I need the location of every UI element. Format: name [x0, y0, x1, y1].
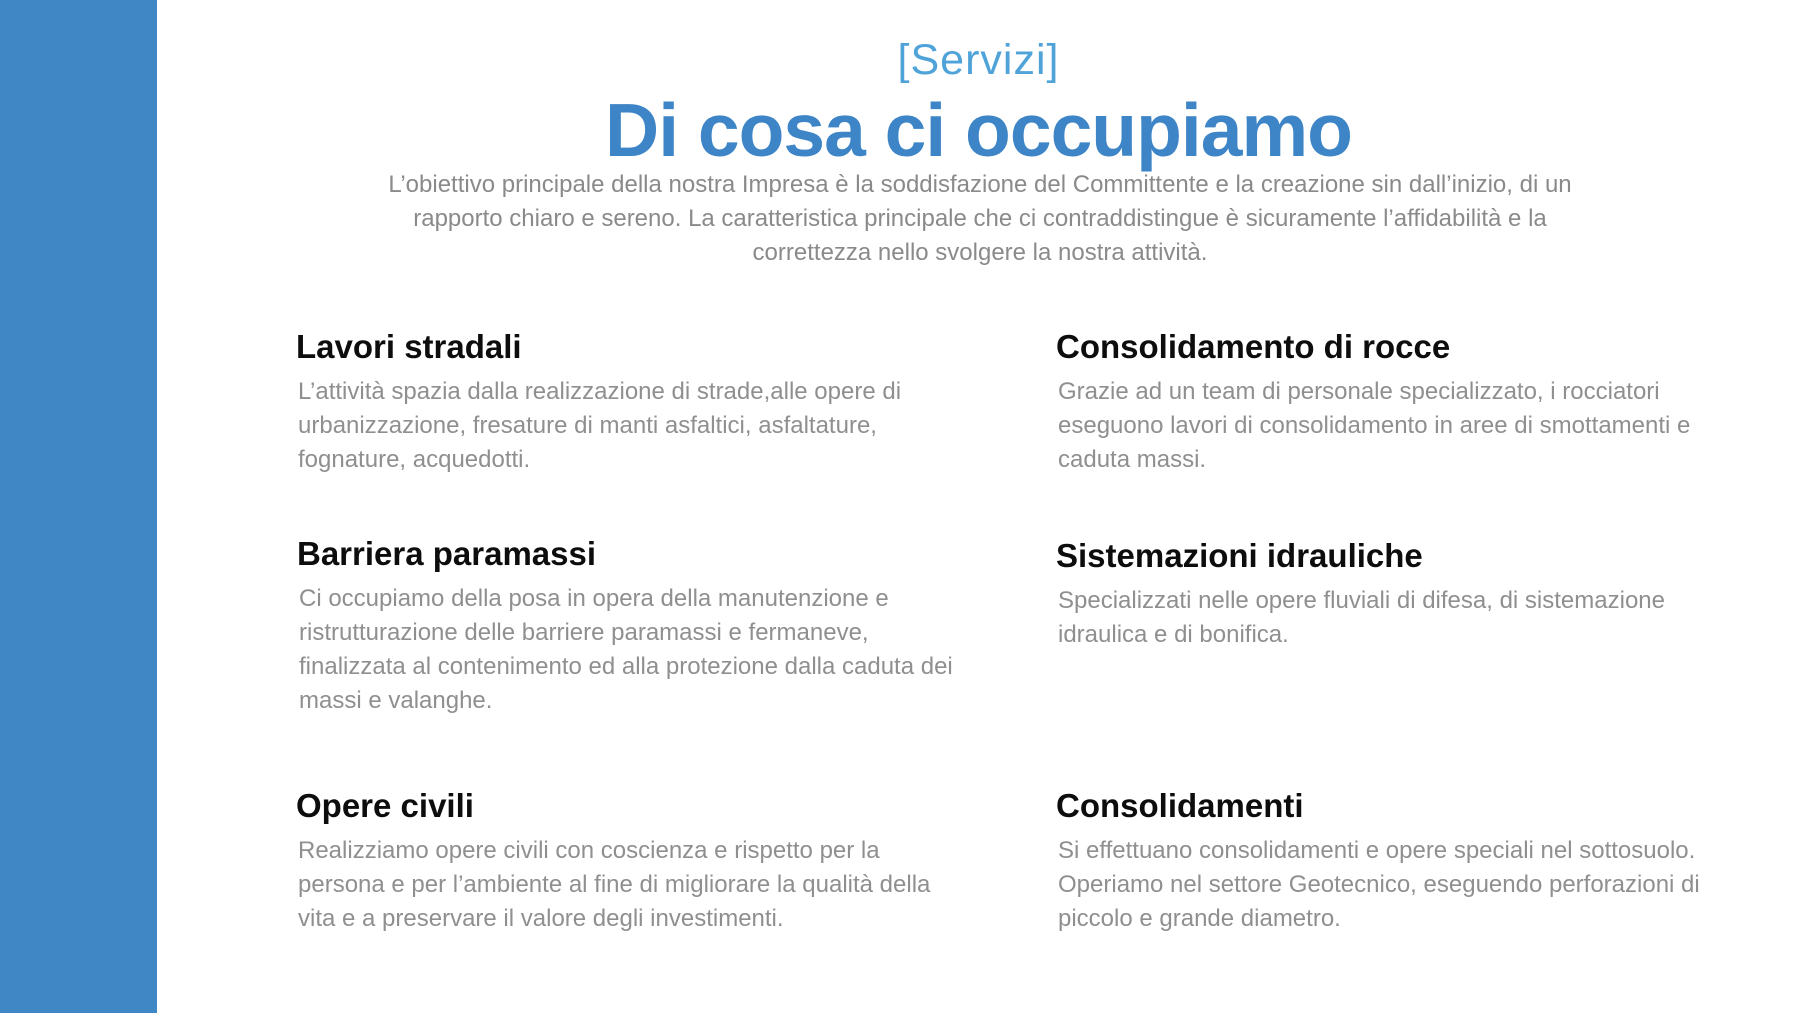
service-title: Consolidamento di rocce — [1056, 328, 1451, 365]
service-description: Grazie ad un team di personale specializzato, i rocciatori eseguono lavori di consolidamento in aree di smottamenti e caduta massi. — [1058, 378, 1691, 473]
service-title: Barriera paramassi — [297, 535, 597, 572]
intro-paragraph: L’obiettivo principale della nostra Impresa è la soddisfazione del Committente e la creazione sin dall’inizio, di un rapporto chiaro e sereno. La caratteristica principale che ci contraddistingue è sicuramente l’affidabilità e la correttezza nello svolgere la nostra attività. — [388, 171, 1572, 266]
service-description: L’attività spazia dalla realizzazione di strade,alle opere di urbanizzazione, fresature di manti asfaltici, asfaltature, fognature, acquedotti. — [298, 378, 902, 473]
service-consolidamento-di-rocce — [1056, 325, 1716, 477]
service-description: Realizziamo opere civili con coscienza e rispetto per la persona e per l’ambiente al fine di migliorare la qualità della vita e a preservare il valore degli investimenti. — [298, 837, 931, 932]
service-title: Opere civili — [296, 787, 474, 824]
service-sistemazioni-idrauliche — [1056, 534, 1716, 652]
service-title: Lavori stradali — [296, 328, 522, 365]
service-lavori-stradali — [296, 325, 956, 477]
service-title: Consolidamenti — [1056, 787, 1304, 824]
service-description: Ci occupiamo della posa in opera della manutenzione e ristrutturazione delle barriere paramassi e fermaneve, finalizzata al contenimento ed alla protezione dalla caduta dei massi e valanghe. — [299, 585, 953, 714]
service-consolidamenti — [1056, 784, 1716, 936]
service-description: Specializzati nelle opere fluviali di difesa, di sistemazione idraulica e di bonifica. — [1058, 587, 1665, 648]
sidebar-accent-bar — [0, 0, 157, 1013]
page-title: Di cosa ci occupiamo — [605, 88, 1352, 172]
service-barriera-paramassi — [297, 532, 957, 718]
service-description: Si effettuano consolidamenti e opere speciali nel sottosuolo. Operiamo nel settore Geotecnico, eseguendo perforazioni di piccolo e grande diametro. — [1058, 837, 1700, 932]
service-opere-civili — [296, 784, 956, 936]
service-title: Sistemazioni idrauliche — [1056, 537, 1423, 574]
section-kicker: [Servizi] — [897, 36, 1060, 84]
